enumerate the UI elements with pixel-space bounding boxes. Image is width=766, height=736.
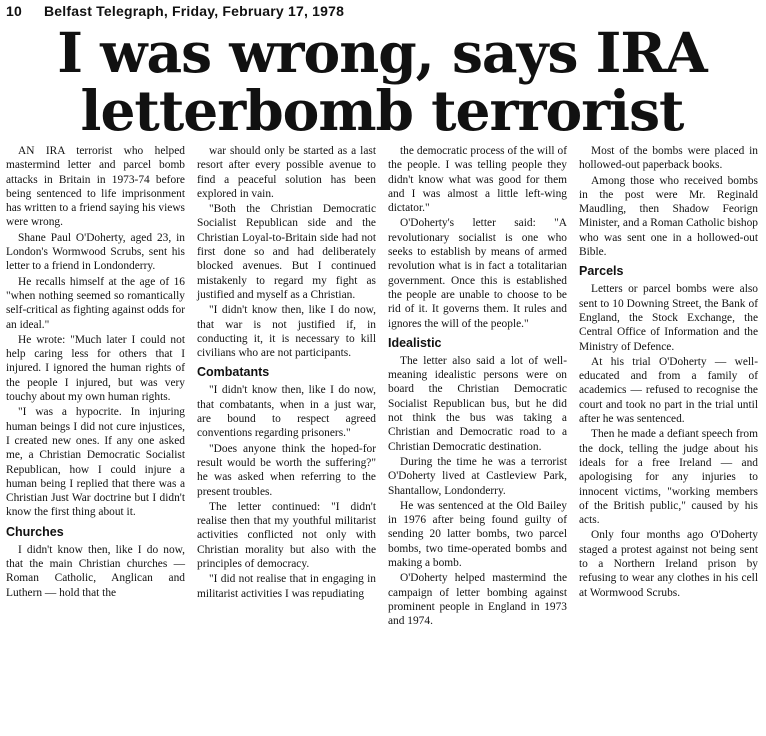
paragraph: "Does anyone think the hoped-for result would be worth the suffering?" he was asked when referring to the present troubles. xyxy=(197,442,376,498)
headline-line-2: letterbomb terrorist xyxy=(80,78,684,143)
paragraph: O'Doherty's letter said: "A revolutionary socialist is one who seeks to establish by means of armed revolution what is in fact a totalitarian government. Once this is established the people are unable to choose to be rid of it. It governs them. It rules and ignores the will of the people." xyxy=(388,217,567,330)
headline xyxy=(6,20,758,143)
paragraph: "I did not realise that in engaging in militarist activities I was repudiating xyxy=(197,573,376,600)
paragraph: "I didn't know then, like I do now, that combatants, when in a just war, are bound to respect agreed conventions regarding prisoners." xyxy=(197,384,376,440)
subheading: Churches xyxy=(6,524,64,539)
article-column-3 xyxy=(388,144,567,630)
paragraph: He wrote: "Much later I could not help caring less for others that I injured. I ignored the human rights of the people I injured, but was very touchy about my own human rights. xyxy=(6,333,185,404)
paragraph: O'Doherty helped mastermind the campaign of letter bombing against prominent people in England in 1973 and 1974. xyxy=(388,572,567,628)
paragraph: He was sentenced at the Old Bailey in 1976 after being found guilty of sending 20 latter bombs, two parcel bombs, two time-operated bombs and making a bomb. xyxy=(388,499,567,570)
paragraph: "Both the Christian Democratic Socialist Republican side and the Christian Loyal-to-Britain side had not first done so and had deliberately blocked avenues. But I continued mistakenly to regard my fight as justified and myself as a Christian. xyxy=(197,203,376,301)
headline-line-1: I was wrong, says IRA xyxy=(57,20,707,85)
paragraph: I didn't know then, like I do now, that the main Christian churches — Roman Catholic, Anglican and Luthern — hold that the xyxy=(6,543,185,599)
paragraph: war should only be started as a last resort after every possible avenue to find a peaceful solution has been explored in vain. xyxy=(197,145,376,200)
paragraph: The letter continued: "I didn't realise then that my youthful militarist activities conflicted not only with Christian morality but also with the principles of democracy. xyxy=(197,500,376,571)
paragraph: The letter also said a lot of well-meaning idealistic persons were on board the Christian Democratic Socialist Republican bus, but he did not think the bus was taking a Christian and Democratic road to a Christian Democratic destination. xyxy=(388,354,567,453)
paragraph: Only four months ago O'Doherty staged a protest against not being sent to a Northern Ireland prison by refusing to wear any clothes in his cell at Wormwood Scrubs. xyxy=(579,529,758,599)
paragraph: Then he made a defiant speech from the dock, telling the judge about his ideals for a free Ireland — and apologising for any injuries to innocent victims, "working members of the British public," caused by his acts. xyxy=(579,428,758,527)
article-column-2 xyxy=(197,144,376,630)
subheading: Parcels xyxy=(579,264,624,279)
article-body xyxy=(6,144,758,630)
paragraph: Letters or parcel bombs were also sent to 10 Downing Street, the Bank of England, the Stock Exchange, the Central Office of Information and the Ministry of Defence. xyxy=(579,283,758,353)
subheading: Combatants xyxy=(197,365,270,380)
subheading: Idealistic xyxy=(388,335,442,350)
paragraph: At his trial O'Doherty — well-educated and from a family of academics — refused to recognise the court and took no part in the trial until after he was sentenced. xyxy=(579,355,758,426)
article-column-1 xyxy=(6,144,185,630)
paragraph: Most of the bombs were placed in hollowed-out paperback books. xyxy=(579,145,758,172)
article-column-4 xyxy=(579,144,758,630)
paragraph: Shane Paul O'Doherty, aged 23, in London's Wormwood Scrubs, sent his letter to a friend in Londonderry. xyxy=(6,231,185,273)
paragraph: He recalls himself at the age of 16 "when nothing seemed so romantically self-critical as fighting against odds for an ideal." xyxy=(6,275,185,331)
masthead: Belfast Telegraph, Friday, February 17, 1978 xyxy=(44,3,345,19)
dateline xyxy=(6,2,758,20)
paragraph: Among those who received bombs in the post were Mr. Reginald Maudling, then Shadow Feorign Minister, and a Roman Catholic bishop who was sent one in a hollowed-out Bible. xyxy=(579,174,758,259)
paragraph: During the time he was a terrorist O'Doherty lived at Castleview Park, Shantallow, Londonderry. xyxy=(388,455,567,497)
paragraph: AN IRA terrorist who helped mastermind letter and parcel bomb attacks in Britain in 1973-74 before being sentenced to life imprisonment has written to a friend saying his views were wrong. xyxy=(6,145,185,229)
paragraph: "I was a hypocrite. In injuring human beings I did not cure injustices, I created new ones. If any one asked me, a Christian Democratic Socialist Republican, how I could injure a human being I replied that there was a Christian Just War doctrine but I didn't know the first thing about it. xyxy=(6,406,185,519)
paragraph: "I didn't know then, like I do now, that war is not justified if, in conducting it, it is necessary to kill civilians who are not participants. xyxy=(197,304,376,360)
paragraph: the democratic process of the will of the people. I was telling people they didn't know what was good for them and I was almost a little left-wing dictator." xyxy=(388,145,567,215)
page-number: 10 xyxy=(6,3,22,19)
